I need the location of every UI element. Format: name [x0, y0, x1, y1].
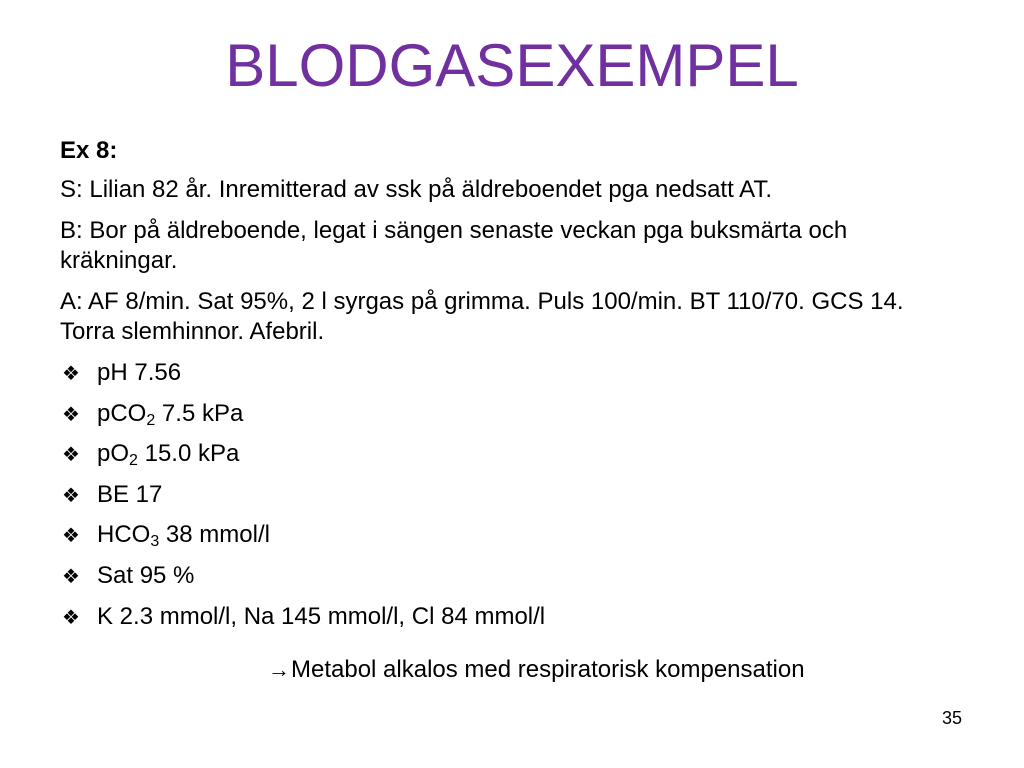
slide-number: 35 — [941, 708, 962, 728]
diamond-bullet-icon: ❖ — [62, 606, 80, 629]
list-item-text: $HCO_3$ 38 mmol/l — [97, 521, 270, 551]
list-item-text: K 2.3 mmol/l, Na 145 mmol/l, Cl 84 mmol/l — [97, 602, 546, 630]
arrow-right-icon: → — [268, 657, 290, 682]
list-item-text: pH 7.56 — [97, 359, 182, 386]
diamond-bullet-icon: ❖ — [62, 444, 80, 467]
diamond-bullet-icon: ❖ — [62, 565, 80, 588]
paragraph-s: S: Lilian 82 år. Inremitterad av ssk på äldreboendet pga nedsatt AT. — [60, 176, 772, 203]
slide-title: BLODGASEXEMPEL — [225, 32, 799, 99]
lab-values-list — [60, 358, 960, 632]
list-item — [60, 520, 960, 550]
list-item-text: BE 17 — [97, 480, 163, 508]
conclusion-text: Metabol alkalos med respiratorisk kompensation — [291, 656, 805, 683]
list-item-text: Sat 95 % — [97, 561, 195, 589]
list-item — [60, 602, 960, 632]
diamond-bullet-icon: ❖ — [62, 484, 80, 507]
example-label: Ex 8: — [60, 137, 118, 164]
list-item — [60, 399, 960, 429]
paragraph-a: A: AF 8/min. Sat 95%, 2 l syrgas på grimma. Puls 100/min. BT 110/70. GCS 14. Torra slemhinnor. Afebril. — [60, 288, 904, 345]
list-item-text: pCO$_2$ 7.5 kPa — [97, 399, 244, 429]
list-item — [60, 358, 960, 388]
list-item — [60, 480, 960, 510]
list-item-text: $pO_2$ 15.0 kPa — [97, 440, 240, 470]
list-item — [60, 439, 960, 469]
diamond-bullet-icon: ❖ — [62, 525, 80, 548]
paragraph-b: B: Bor på äldreboende, legat i sängen senaste veckan pga buksmärta och kräkningar. — [60, 217, 848, 274]
slide-content — [60, 136, 960, 642]
diamond-bullet-icon: ❖ — [62, 403, 80, 426]
diamond-bullet-icon: ❖ — [62, 363, 80, 385]
list-item — [60, 561, 960, 591]
conclusion-line — [268, 655, 805, 685]
